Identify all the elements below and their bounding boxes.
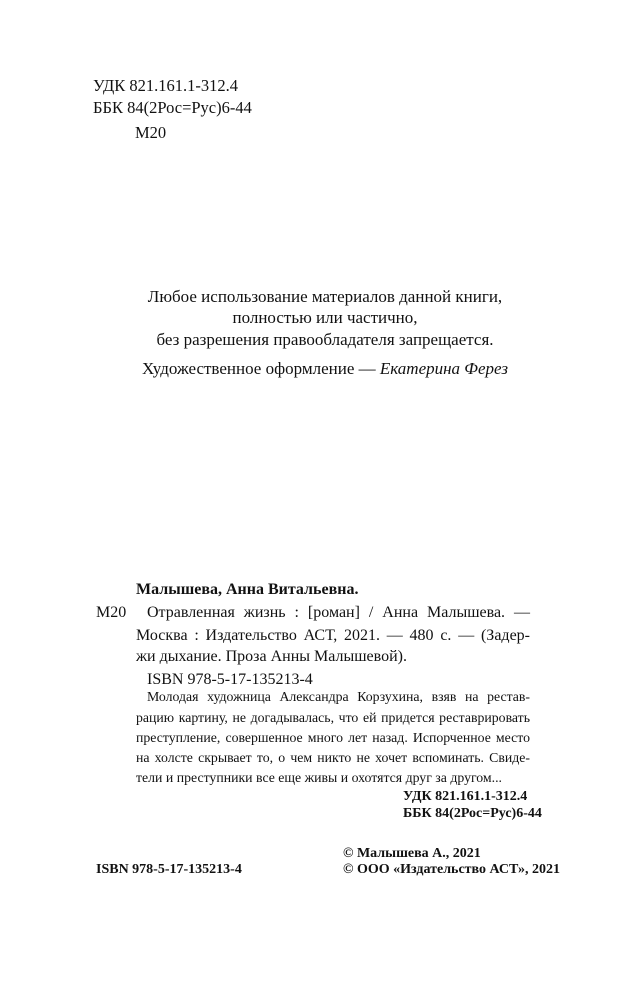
- catalog-author: Малышева, Анна Витальевна.: [136, 581, 359, 598]
- annotation-line-3: преступление, совершенное много лет назад. Испорченное место: [136, 730, 530, 745]
- header-udk: УДК 821.161.1-312.4: [93, 76, 239, 95]
- classification-bbk: ББК 84(2Рос=Рус)6-44: [403, 806, 542, 821]
- notice-line-3: без разрешения правообладателя запрещается.: [156, 330, 494, 349]
- catalog-title-line: Отравленная жизнь : [роман] / Анна Малышева. —: [147, 604, 530, 621]
- catalog-series-line: жи дыхание. Проза Анны Малышевой).: [136, 648, 407, 665]
- design-label: Художественное оформление —: [142, 359, 380, 378]
- catalog-author-mark: М20: [96, 604, 127, 621]
- design-credit: [40, 359, 610, 379]
- copyright-publisher: © ООО «Издательство АСТ», 2021: [343, 862, 561, 877]
- notice-line-2: полностью или частично,: [232, 308, 418, 327]
- header-author-mark: М20: [135, 123, 167, 142]
- header-bbk: ББК 84(2Рос=Рус)6-44: [93, 98, 252, 117]
- annotation-line-5: тели и преступники все еще живы и охотятся друг за другом...: [136, 770, 502, 785]
- copyright-author: © Малышева А., 2021: [343, 846, 481, 861]
- classification-udk: УДК 821.161.1-312.4: [403, 789, 528, 804]
- annotation-line-1: Молодая художница Александра Корзухина, взяв на рестав-: [147, 689, 530, 704]
- catalog-publisher-line: Москва : Издательство АСТ, 2021. — 480 с. — (Задер-: [136, 627, 530, 644]
- footer-isbn: ISBN 978-5-17-135213-4: [96, 862, 242, 877]
- catalog-isbn: ISBN 978-5-17-135213-4: [147, 671, 313, 688]
- notice-line-1: Любое использование материалов данной книги,: [147, 287, 503, 306]
- annotation-line-2: рацию картину, не догадывалась, что ей придется реставрировать: [136, 710, 530, 725]
- annotation-line-4: на холсте скрывает то, о чем никто не хочет вспоминать. Свиде-: [136, 750, 530, 765]
- designer-name: Екатерина Ферез: [379, 359, 508, 378]
